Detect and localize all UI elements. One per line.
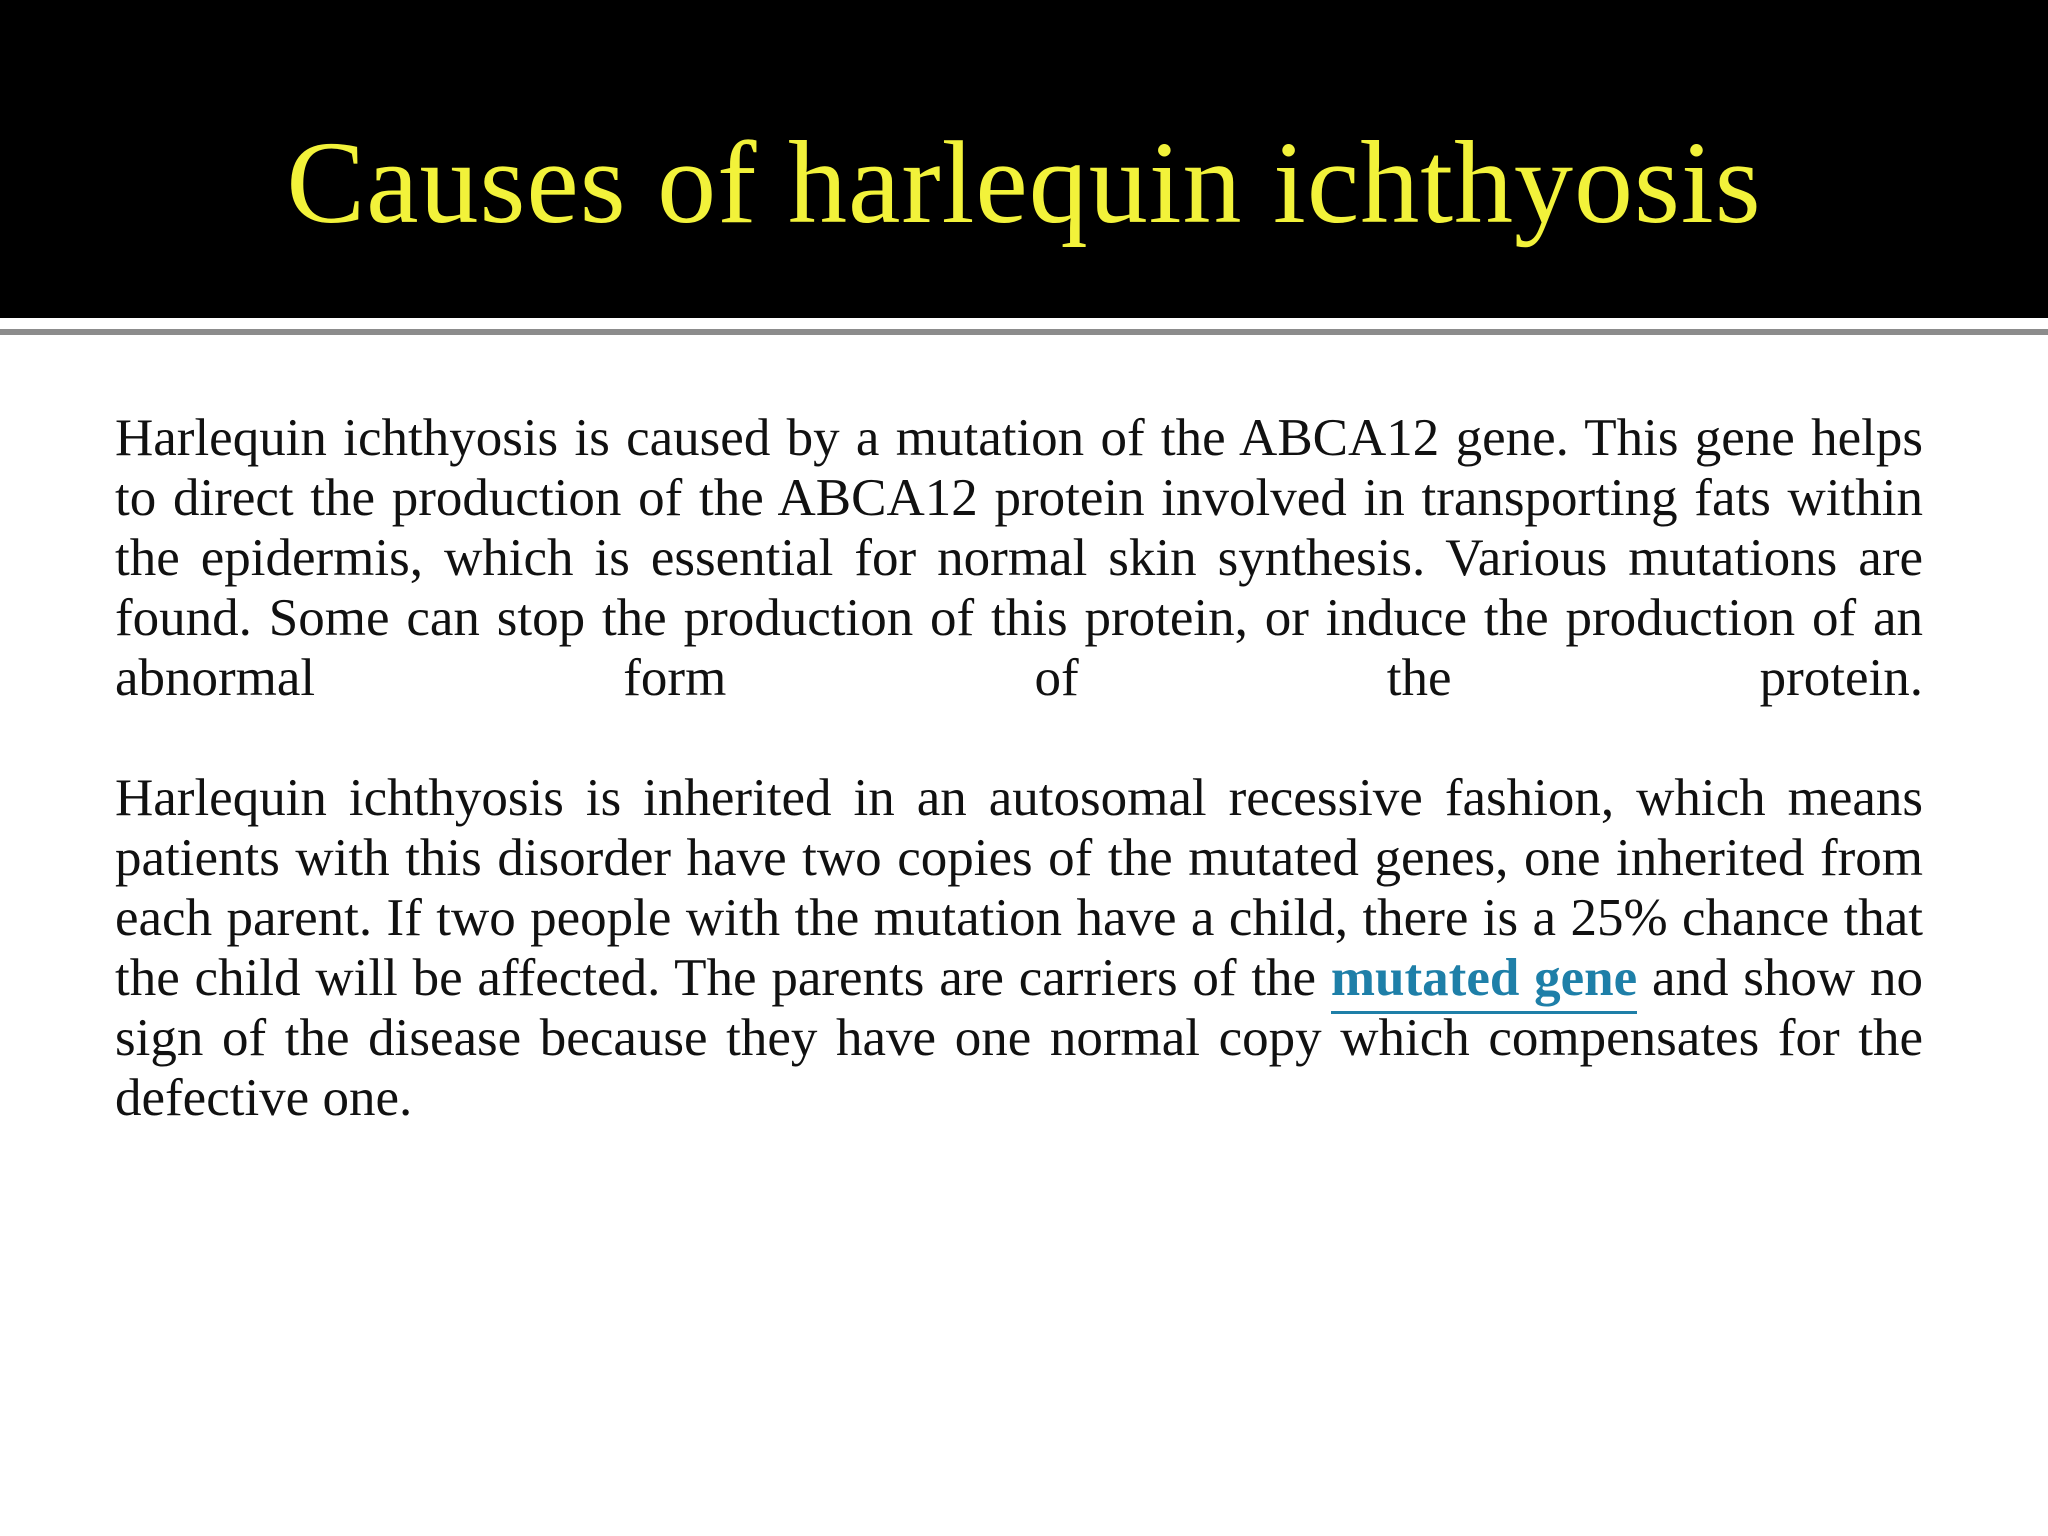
slide-body	[115, 408, 1923, 1128]
paragraph-mutation: Harlequin ichthyosis is caused by a mutation of the ABCA12 gene. This gene helps to direct the production of the ABCA12 protein involved in transporting fats within the epidermis, which is essential for normal skin synthesis. Various mutations are found. Some can stop the production of this protein, or induce the production of an abnormal form of the protein.	[115, 409, 1923, 707]
mutated-gene-link[interactable]: mutated gene	[1331, 949, 1637, 1014]
slide-title: Causes of harlequin ichthyosis	[286, 117, 1762, 248]
paragraph-inheritance	[115, 768, 1923, 1128]
paragraph-inheritance-text-end: and show no sign of the disease because they have one normal copy which compensates for the defective one.	[115, 949, 1923, 1127]
title-divider	[0, 329, 2048, 335]
paragraph-inheritance-text-start: Harlequin ichthyosis is inherited in an autosomal recessive fashion, which means patients with this disorder have two copies of the mutated genes, one inherited from each parent. If two people with the mutation have a child, there is a 25% chance that the child will be affected. The parents are carriers of the	[115, 769, 1923, 1007]
